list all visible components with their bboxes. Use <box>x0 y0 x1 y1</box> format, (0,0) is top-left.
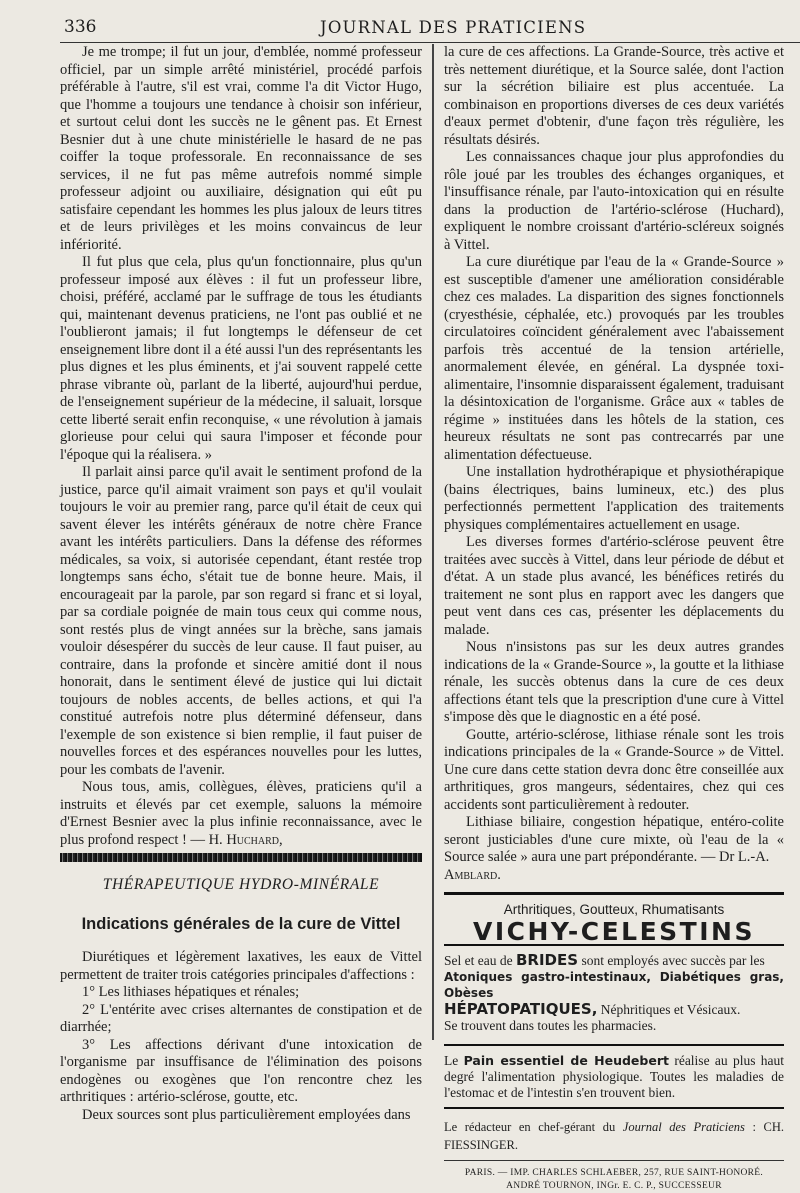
ad-text-segment: sont employés avec succès par les <box>581 953 765 968</box>
closing-text: Lithiase biliaire, congestion hépatique, entéro-colite seront justiciables d'une cure mixte, où l'eau de la « Source salée » aura une part prépondérante. — Dr L.-A. <box>444 814 784 865</box>
ad-text-segment: Le <box>444 1053 459 1068</box>
paragraph: Goutte, artério-sclérose, lithiase rénale sont les trois indications principales de la « Grande-Source » de Vittel. Une cure dans cette station devra donc être conseillée aux arthritiques, gros mangeurs, sédentaires, chez qui ces accidents sont particulièrement à redouter. <box>444 726 784 813</box>
decorative-band <box>60 853 422 862</box>
ad-tagline: Arthritiques, Goutteux, Rhumatisants <box>503 902 725 917</box>
advertisement-heudebert <box>444 1044 784 1109</box>
ad-product: Pain essentiel de Heudebert <box>463 1053 669 1068</box>
paragraph: Nous n'insistons pas sur les deux autres grandes indications de la « Grande-Source », la goutte et la lithiase rénale, les succès obtenus dans la cure de ces deux affections étant tels que la prescription d'une cure à Vittel s'impose dès que le diagnostic en a été posé. <box>444 639 784 725</box>
paragraph: Les connaissances chaque jour plus approfondies du rôle joué par les troubles des échanges organiques, et l'insuffisance rénale, par l'auto-intoxication qui en résulte dans la production de l'artério-sclérose (Huchard), expliquent le nombre croissant d'artério-scléreux soignés à Vittel. <box>444 149 784 253</box>
left-column <box>60 44 422 1124</box>
ad-text-segment: réalise au plus haut degré l'alimentation physiologique. Toutes les maladies de l'estomac et de l'intestin s'en trouvent bien. <box>444 1053 785 1100</box>
right-column <box>444 44 784 1193</box>
ad-text <box>444 952 784 1034</box>
ad-hepato: HÉPATOPATIQUES, <box>444 1000 598 1018</box>
paragraph-closing <box>60 779 422 849</box>
editor-text: Le rédacteur en chef-gérant du <box>444 1120 616 1134</box>
ad-text-segment: Néphritiques et Vésicaux. <box>600 1002 741 1017</box>
imprint-line: ANDRÉ TOURNON, INGr. E. C. P., SUCCESSEUR <box>506 1181 722 1191</box>
closing-text: Nous tous, amis, collègues, élèves, praticiens qu'il a instruits et élevés par cet exemple, saluons la mémoire d'Ernest Besnier avec la plus infinie reconnaissance, avec le plus profond respect ! — H. <box>60 779 422 848</box>
imprint <box>444 1167 784 1193</box>
paragraph: Il parlait ainsi parce qu'il avait le sentiment profond de la justice, parce qu'il aimait vraiment son pays et qu'il voulait toujours le voir au premier rang, parce qu'il était de ceux qui savent élever les intérêts généraux de notre chère France avant les intérêts particuliers. Dans la défense des réformes médicales, sa voix, si autorisée cependant, étant restée trop longtemps sans écho, s'était tue de bonne heure. Mais, il encourageait par la parole, par son regard si franc et si loyal, par sa cordiale poignée de main tous ceux qui comme nous, sont restés plus de vingt années sur la brèche, sans jamais vouloir désespérer du succès de leur cause. Il faut puiser, au contraire, dans la profonde et sincère amitié dont il nous honorait, dans le sentiment élevé de justice qui lui dictait toujours de nobles accents, de belles actions, et qui l'a constitué autrefois notre plus déterminé défenseur, dans l'exemple de son existence si bien remplie, il faut puiser de nouvelles forces et des espérances nouvelles pour les luttes, pour les combats de l'avenir. <box>60 464 422 778</box>
author-signature: Huchard, <box>226 831 283 848</box>
article-paragraph: Diurétiques et légèrement laxatives, les eaux de Vittel permettent de traiter trois catégories principales d'affections : <box>60 949 422 983</box>
paragraph: Il fut plus que cela, plus qu'un fonctionnaire, plus qu'un professeur imposé aux élèves : il fut un professeur libre, choisi, préféré, acclamé par le suffrage de tous les étudiants qui, maintenant devenus praticiens, ne l'ont pas oublié et ne l'oublieront jamais; il fut longtemps le défenseur de cet enseignement libre dont il a été aussi l'un des représentants les plus dignes et les plus éminents, et j'ai souvent rappelé cette phrase vibrante où, parlant de la liberté, aujourd'hui perdue, de l'enseignement supérieur de la médecine, il saluait, lorsque cette liberté serait enfin reconquise, « une révolution à jamais glorieuse pour celui qui saura l'imposer et féconde pour l'époque qui la réalisera. » <box>60 254 422 463</box>
column-divider <box>432 44 434 1040</box>
paragraph: la cure de ces affections. La Grande-Source, très active et très nettement diurétique, et la Source salée, dont l'action sur la sécrétion biliaire est plus accentuée. La combinaison en proportions diverses de ces deux variétés d'eaux permet d'obtenir, d'une façon très régulière, les résultats désirés. <box>444 44 784 148</box>
paragraph: Je me trompe; il fut un jour, d'emblée, nommé professeur officiel, par un simple arrêté ministériel, procédé parfois préférable à l'autre, s'il est vrai, comme l'a dit Victor Hugo, que l'homme a toujours une tendance à choisir son inférieur, et surtout celui dont les succès ne le gênent pas. Et Ernest Besnier dut à une chute ministérielle le hasard de ne pas coiffer la toque professorale. En reconnaissance de ses services, il ne fut pas même autrefois nommé simple professeur adjoint ou auxiliaire, désignation qui eût pu satisfaire cependant les hommes les plus jaloux de leurs titres et de leurs privilèges et les moins convaincus de leur infériorité. <box>60 44 422 253</box>
section-title: THÉRAPEUTIQUE HYDRO-MINÉRALE <box>102 876 380 893</box>
page-number: 336 <box>64 17 97 37</box>
ad-brand: VICHY-CELESTINS <box>444 923 784 947</box>
paragraph: Les diverses formes d'artério-sclérose peuvent être traitées avec succès à Vittel, dans leur période de début et d'état. A un stade plus avancé, les bénéfices retirés du traitement ne sont plus en rapport avec les dangers que peut vent dans ces cas, présenter les déplacements du malade. <box>444 534 784 638</box>
ad-text-segment: Sel et eau de <box>444 953 513 968</box>
author-signature: Amblard. <box>444 866 501 883</box>
article-paragraph: Deux sources sont plus particulièrement employées dans <box>82 1106 411 1123</box>
ad-brides: BRIDES <box>515 951 579 969</box>
ad-indications: Atoniques gastro-intestinaux, Diabétiques gras, Obèses <box>444 970 784 1000</box>
editor-journal: Journal des Praticiens <box>622 1120 745 1134</box>
paragraph-closing <box>444 814 784 884</box>
page-header <box>60 12 800 43</box>
article-title: Indications générales de la cure de Vittel <box>81 914 401 933</box>
ad-text-segment: Se trouvent dans toutes les pharmacies. <box>444 1018 657 1033</box>
editor-name: : CH. FIESSINGER. <box>444 1120 784 1152</box>
paragraph: Une installation hydrothérapique et physiothérapique (bains électriques, bains lumineux, etc.) des plus perfectionnés permettent l'application des traitements physiques complémentaires actuellement en usage. <box>444 464 784 533</box>
list-item: 3° Les affections dérivant d'une intoxication de l'organisme par insuffisance de l'élimination des poisons endogènes ou exogènes que l'on rencontre chez les arthritiques : artério-sclérose, goutte, etc. <box>60 1036 422 1105</box>
imprint-line: PARIS. — IMP. CHARLES SCHLAEBER, 257, RUE SAINT-HONORÉ. <box>464 1168 764 1178</box>
advertisement-vichy <box>444 892 784 1034</box>
journal-title: JOURNAL DES PRATICIENS <box>320 18 587 37</box>
paragraph: La cure diurétique par l'eau de la « Grande-Source » est susceptible d'amener une amélioration considérable chez ces malades. La disparition des signes fonctionnels (cryesthésie, céphalée, etc.) provoqués par les troubles circulatoires coïncident généralement avec l'abaissement parfois très accentué de la tension artérielle, anormalement élevée, en général. La dyspnée toxi-alimentaire, l'insomnie disparaissent également, traduisant la désintoxication de l'organisme. Grâce aux « tables de régime » instituées dans les hôtels de la station, ces heureux résultats ne sont pas contrecarrés par une alimentation défectueuse. <box>444 254 784 463</box>
list-item: 1° Les lithiases hépatiques et rénales; <box>82 984 300 1000</box>
list-item: 2° L'entérite avec crises alternantes de constipation et de diarrhée; <box>60 1001 422 1035</box>
editor-line <box>444 1119 784 1161</box>
